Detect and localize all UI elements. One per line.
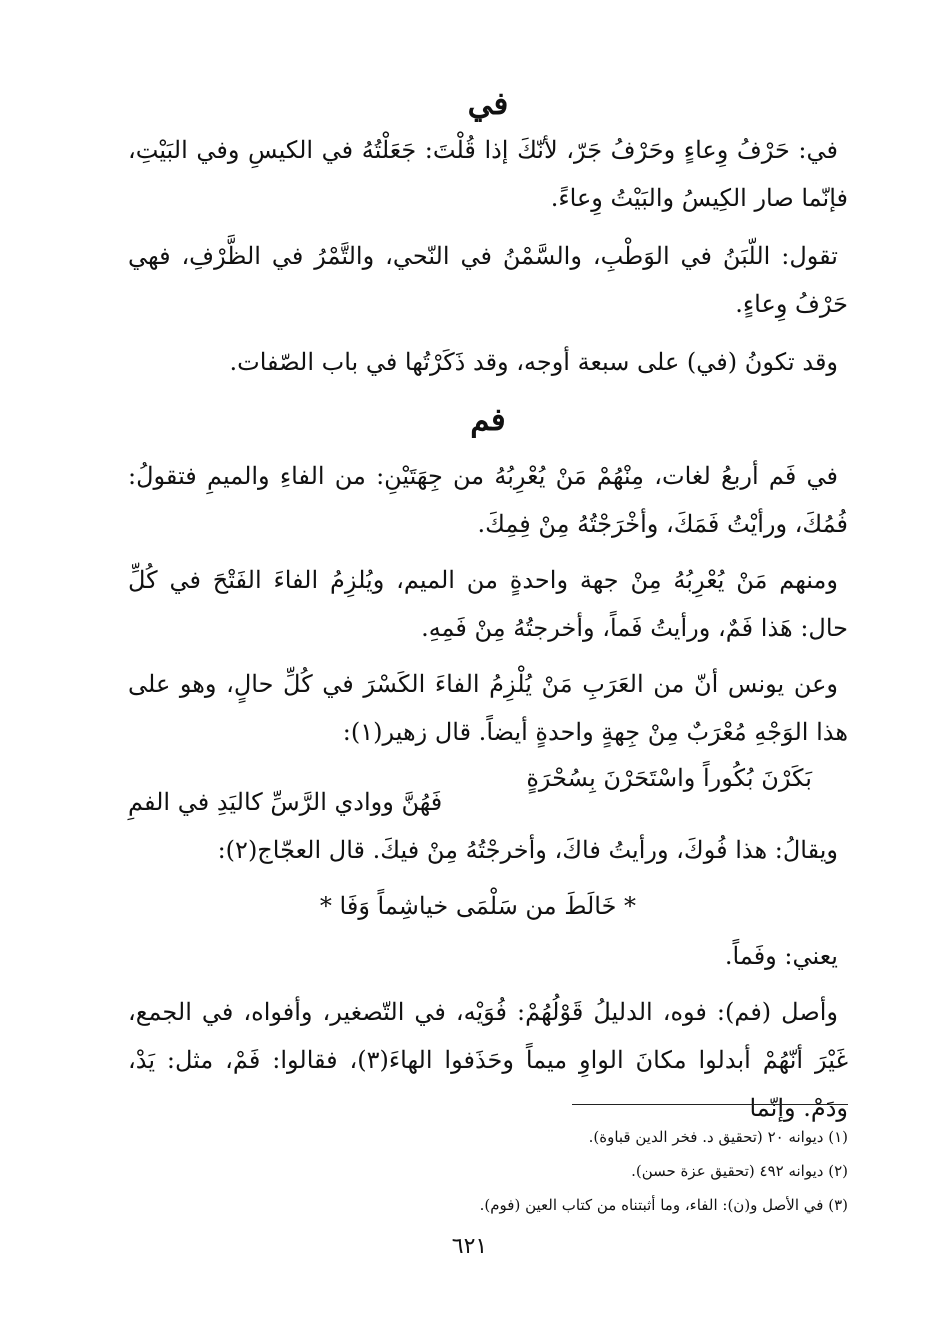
footnote-separator <box>572 1104 848 1105</box>
verse-first-hemistich: بَكَرْنَ بُكُوراً واسْتَحَرْنَ بِسُحْرَةٍ <box>526 764 812 792</box>
page-body <box>128 78 848 1132</box>
paragraph: في: حَرْفُ وِعاءٍ وحَرْفُ جَرّ، لأنّكَ إذا قُلْتَ: جَعَلْتُهُ في الكيسِ وفي البَيْتِ، فإنّما صار الكِيسُ والبَيْتُ وِعاءً. <box>128 136 848 212</box>
poetry-verse <box>128 756 848 820</box>
footnote: (١) ديوانه ٢٠ (تحقيق د. فخر الدين قباوة). <box>588 1128 848 1146</box>
paragraph: وأصل (فم): فوه، الدليلُ قَوْلُهُمْ: فُوَيْه، في التّصغير، وأفواه، في الجمع، غَيْرَ أنّهُمْ أبدلوا مكانَ الواوِ ميماً وحَذَفوا الهاءَ(٣)، فقالوا: فَمْ، مثل: يَدْ، ودَمْ. وإنّما <box>128 998 848 1122</box>
paragraph: تقول: اللّبَنُ في الوَطْبِ، والسَّمْنُ في النّحي، والتَّمْرُ في الظَّرْفِ، فهي حَرْفُ وِعاءٍ. <box>128 242 848 318</box>
entry-heading-fi: في <box>467 86 509 122</box>
paragraph: يعني: وفَماً. <box>724 942 838 970</box>
paragraph: ومنهم مَنْ يُعْرِبُهُ مِنْ جهة واحدةٍ من الميم، ويُلزِمُ الفاءَ الفَتْحَ في كُلِّ حال: هَذا فَمٌ، ورأيتُ فَماً، وأخرجتُهُ مِنْ فَمِهِ. <box>128 566 848 642</box>
verse-second-hemistich: فَهُنَّ ووادي الرَّسِّ كاليَدِ في الفمِ <box>128 788 443 816</box>
footnotes <box>380 1120 848 1222</box>
entry-heading-fam: فم <box>470 402 506 438</box>
footnote: (٣) في الأصل و(ن): الفاء، وما أثبتناه من كتاب العين (فوم). <box>479 1196 848 1214</box>
paragraph: وقد تكونُ (في) على سبعة أوجه، وقد ذَكَرْتُها في باب الصّفات. <box>229 348 838 376</box>
rajaz-line: * خَالَطَ من سَلْمَى خياشِماً وَفَا * <box>319 892 637 920</box>
paragraph: ويقالُ: هذا فُوكَ، ورأيتُ فاكَ، وأخرجْتُهُ مِنْ فيكَ. قال العجّاج(٢): <box>217 836 838 864</box>
footnote: (٢) ديوانه ٤٩٢ (تحقيق عزة حسن). <box>631 1162 848 1180</box>
paragraph: وعن يونس أنّ من العَرَبِ مَنْ يُلْزِمُ الفاءَ الكَسْرَ في كُلِّ حالٍ، وهو على هذا الوَجْهِ مُعْرَبٌ مِنْ جِهةٍ واحدةٍ أيضاً. قال زهير(١): <box>128 670 848 746</box>
paragraph: في فَم أربعُ لغات، مِنْهُمْ مَنْ يُعْرِبُهُ من جِهَتَيْنِ: من الفاءِ والميمِ فتقولُ: فُمُكَ، ورأيْتُ فَمَكَ، وأخْرَجْتُهُ مِنْ فِمِكَ. <box>128 462 848 538</box>
page-number: ٦٢١ <box>451 1234 488 1259</box>
